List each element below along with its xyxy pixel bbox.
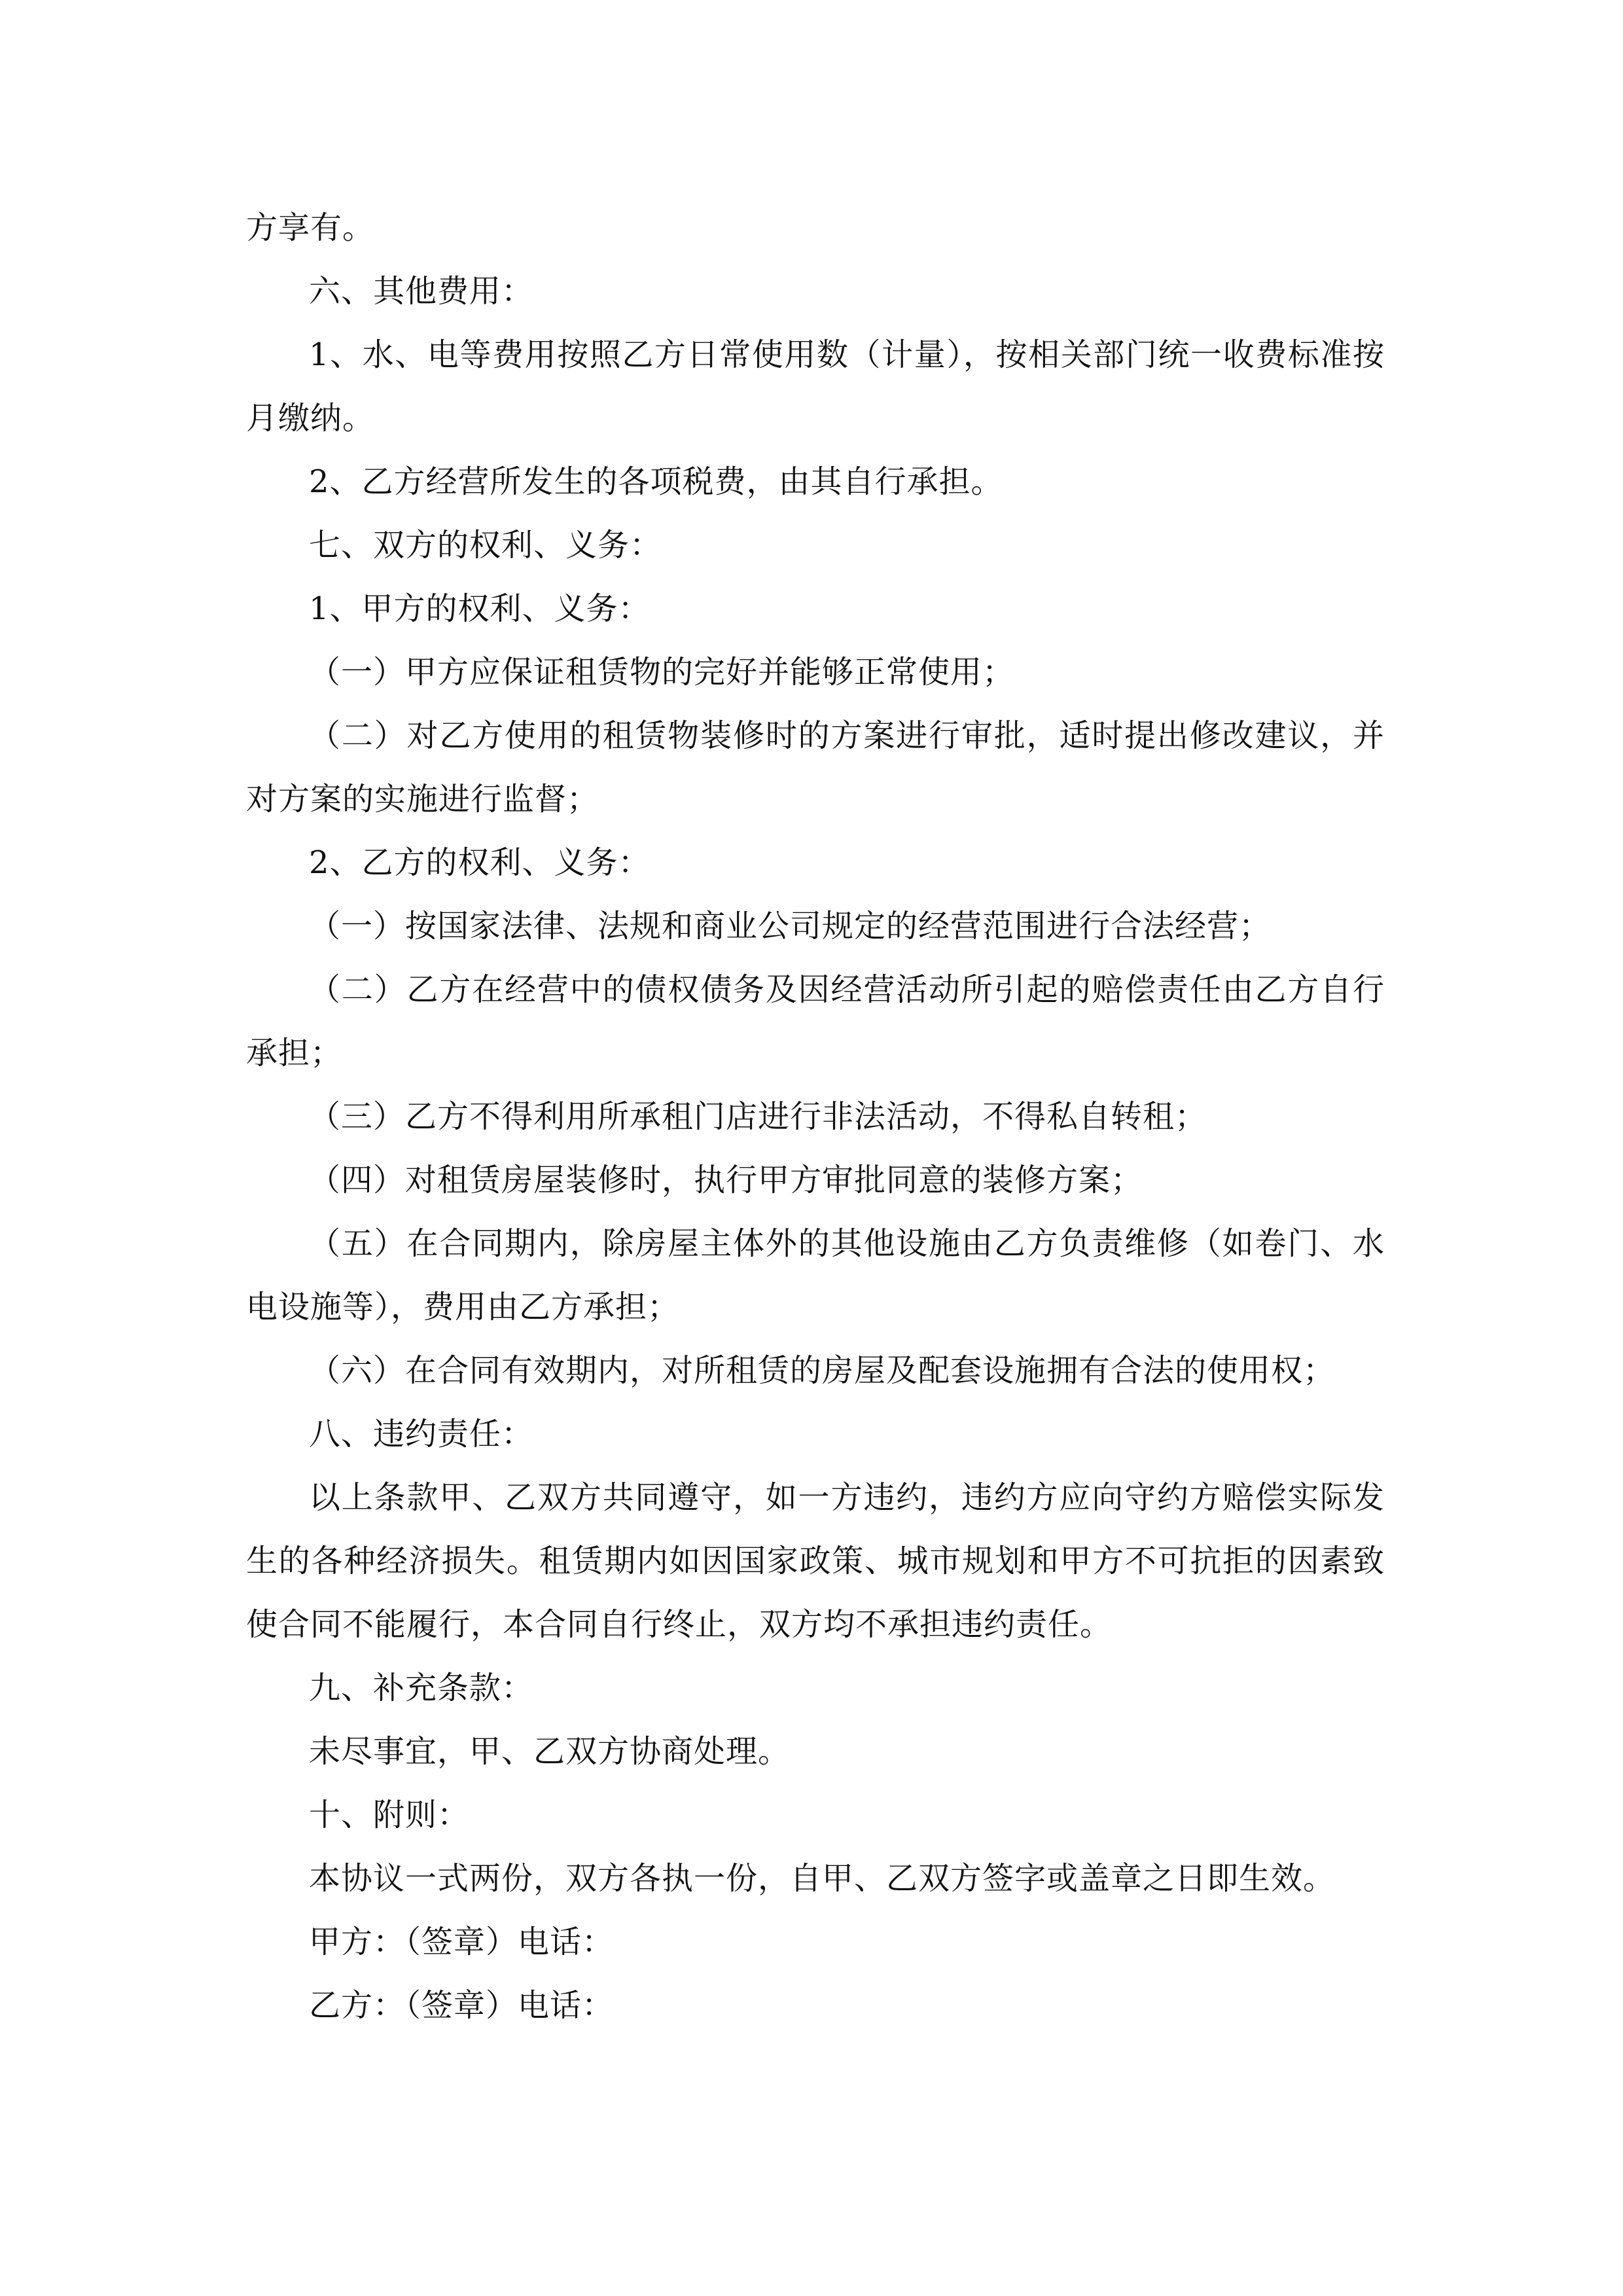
- paragraph: （六）在合同有效期内，对所租赁的房屋及配套设施拥有合法的使用权；: [309, 1352, 1336, 1389]
- paragraph: 2、乙方的权利、义务：: [309, 844, 651, 881]
- paragraph: 十、附则：: [309, 1797, 470, 1833]
- paragraph: 八、违约责任：: [309, 1416, 534, 1452]
- document-body: [246, 196, 1385, 2037]
- paragraph: 六、其他费用：: [309, 273, 534, 310]
- paragraph: 方享有。: [246, 209, 375, 246]
- paragraph: 九、补充条款：: [309, 1670, 534, 1706]
- paragraph: 本协议一式两份，双方各执一份，自甲、乙双方签字或盖章之日即生效。: [309, 1860, 1336, 1897]
- paragraph: 1、甲方的权利、义务：: [309, 590, 651, 627]
- paragraph: （四）对租赁房屋装修时，执行甲方审批同意的装修方案；: [309, 1162, 1143, 1198]
- paragraph: 七、双方的权利、义务：: [309, 527, 662, 564]
- paragraph: （二）对乙方使用的租赁物装修时的方案进行审批，适时提出修改建议，并对方案的实施进行监督；: [246, 717, 1385, 817]
- paragraph: 未尽事宜，甲、乙双方协商处理。: [309, 1733, 791, 1770]
- paragraph: （三）乙方不得利用所承租门店进行非法活动，不得私自转租；: [309, 1098, 1207, 1135]
- paragraph: 2、乙方经营所发生的各项税费，由其自行承担。: [309, 463, 1003, 500]
- paragraph: 甲方：（签章）电话：: [309, 1924, 615, 1960]
- paragraph: （一）按国家法律、法规和商业公司规定的经营范围进行合法经营；: [309, 908, 1272, 944]
- paragraph: （二）乙方在经营中的债权债务及因经营活动所引起的赔偿责任由乙方自行承担；: [246, 971, 1385, 1071]
- paragraph: 乙方：（签章）电话：: [309, 1987, 615, 2024]
- paragraph: （一）甲方应保证租赁物的完好并能够正常使用；: [309, 654, 1015, 691]
- paragraph: 以上条款甲、乙双方共同遵守，如一方违约，违约方应向守约方赔偿实际发生的各种经济损失。租赁期内如因国家政策、城市规划和甲方不可抗拒的因素致使合同不能履行，本合同自行终止，双方均不承担违约责任。: [246, 1479, 1385, 1643]
- paragraph: 1、水、电等费用按照乙方日常使用数（计量），按相关部门统一收费标准按月缴纳。: [246, 336, 1385, 437]
- paragraph: （五）在合同期内，除房屋主体外的其他设施由乙方负责维修（如卷门、水电设施等），费用由乙方承担；: [246, 1225, 1385, 1325]
